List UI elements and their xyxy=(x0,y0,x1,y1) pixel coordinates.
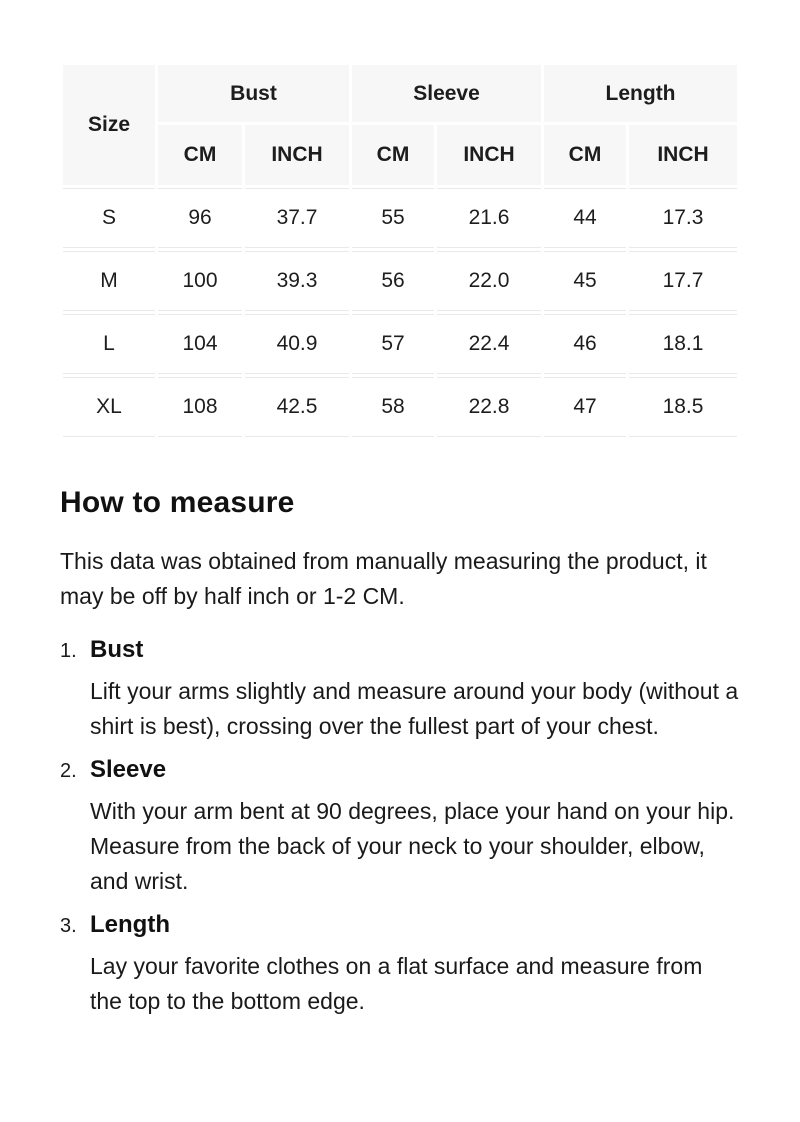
cell-length-cm: 44 xyxy=(544,188,626,248)
step-number: 1. xyxy=(60,640,77,662)
unit-header-length-inch: INCH xyxy=(629,125,737,185)
table-row-xl xyxy=(63,377,737,437)
cell-sleeve-cm: 57 xyxy=(352,314,434,374)
size-chart-table xyxy=(60,62,740,440)
unit-header-length-cm: CM xyxy=(544,125,626,185)
table-row-m xyxy=(63,251,737,311)
cell-sleeve-inch: 22.4 xyxy=(437,314,541,374)
table-row-l xyxy=(63,314,737,374)
list-item-length xyxy=(60,911,740,1019)
cell-length-inch: 18.5 xyxy=(629,377,737,437)
measure-steps-list xyxy=(60,636,740,1019)
size-label: S xyxy=(63,188,155,248)
size-label: XL xyxy=(63,377,155,437)
list-item-bust xyxy=(60,636,740,744)
unit-header-bust-cm: CM xyxy=(158,125,242,185)
step-description-length: Lay your favorite clothes on a flat surface and measure from the top to the bottom edge. xyxy=(90,953,703,1014)
step-title-bust: Bust xyxy=(90,636,144,663)
group-header-bust: Bust xyxy=(158,65,349,122)
cell-bust-cm: 108 xyxy=(158,377,242,437)
cell-sleeve-inch: 22.0 xyxy=(437,251,541,311)
group-header-sleeve: Sleeve xyxy=(352,65,541,122)
size-column-header: Size xyxy=(63,65,155,185)
cell-bust-inch: 42.5 xyxy=(245,377,349,437)
step-description-sleeve: With your arm bent at 90 degrees, place your hand on your hip. Measure from the back of your neck to your shoulder, elbow, and wrist. xyxy=(90,798,735,894)
cell-bust-cm: 100 xyxy=(158,251,242,311)
size-label: L xyxy=(63,314,155,374)
cell-bust-inch: 39.3 xyxy=(245,251,349,311)
cell-bust-cm: 96 xyxy=(158,188,242,248)
cell-length-cm: 47 xyxy=(544,377,626,437)
cell-bust-inch: 37.7 xyxy=(245,188,349,248)
step-number: 2. xyxy=(60,760,77,782)
cell-sleeve-cm: 56 xyxy=(352,251,434,311)
cell-length-cm: 46 xyxy=(544,314,626,374)
list-item-sleeve xyxy=(60,756,740,899)
size-chart-header xyxy=(63,65,737,185)
size-label: M xyxy=(63,251,155,311)
step-title-sleeve: Sleeve xyxy=(90,756,167,783)
size-chart-body xyxy=(63,188,737,437)
section-heading: How to measure xyxy=(60,486,295,519)
group-header-length: Length xyxy=(544,65,737,122)
step-description-bust: Lift your arms slightly and measure around your body (without a shirt is best), crossing over the fullest part of your chest. xyxy=(90,678,739,739)
cell-sleeve-inch: 22.8 xyxy=(437,377,541,437)
unit-header-row xyxy=(63,125,737,185)
step-head-length xyxy=(60,911,740,939)
step-head-bust xyxy=(60,636,740,664)
measure-disclaimer-text: This data was obtained from manually measuring the product, it may be off by half inch or 1-2 CM. xyxy=(60,548,707,609)
table-row-s xyxy=(63,188,737,248)
unit-header-sleeve-cm: CM xyxy=(352,125,434,185)
cell-bust-cm: 104 xyxy=(158,314,242,374)
cell-sleeve-inch: 21.6 xyxy=(437,188,541,248)
cell-length-inch: 17.7 xyxy=(629,251,737,311)
cell-bust-inch: 40.9 xyxy=(245,314,349,374)
step-head-sleeve xyxy=(60,756,740,784)
cell-length-inch: 18.1 xyxy=(629,314,737,374)
group-header-row xyxy=(63,65,737,122)
cell-length-inch: 17.3 xyxy=(629,188,737,248)
step-number: 3. xyxy=(60,915,77,937)
cell-length-cm: 45 xyxy=(544,251,626,311)
unit-header-sleeve-inch: INCH xyxy=(437,125,541,185)
step-title-length: Length xyxy=(90,911,170,938)
cell-sleeve-cm: 55 xyxy=(352,188,434,248)
unit-header-bust-inch: INCH xyxy=(245,125,349,185)
cell-sleeve-cm: 58 xyxy=(352,377,434,437)
